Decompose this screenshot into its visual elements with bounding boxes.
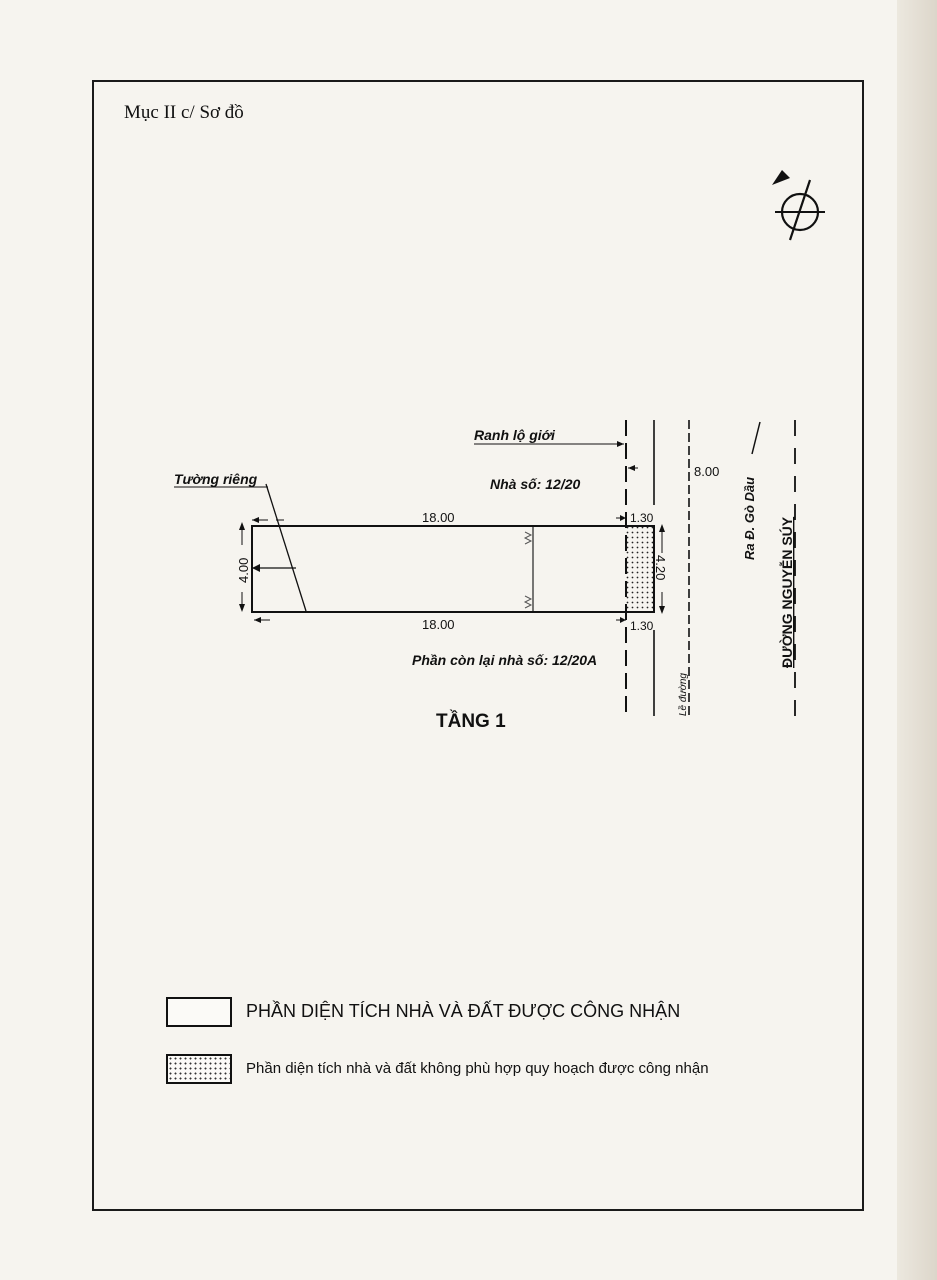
floor-label: TẦNG 1 [436,711,506,732]
dim-length-bottom: 18.00 [422,617,455,632]
dim-width-front: 4.20 [653,555,668,581]
legend-text-recognized: PHẦN DIỆN TÍCH NHÀ VÀ ĐẤT ĐƯỢC CÔNG NHẬN [246,1001,681,1021]
non-conforming-strip [626,527,653,611]
dim-length-top: 18.00 [422,510,455,525]
dim-setback-bottom: 1.30 [630,619,654,633]
dim-width-left: 4.00 [236,557,251,583]
dim-road-width: 8.00 [694,464,720,479]
section-title: Mục II c/ Sơ đồ [124,102,244,123]
lot-outline [252,526,654,612]
label-tuong-rieng: Tường riêng [174,471,258,487]
legend-swatch-non-conforming [166,1054,232,1084]
label-ranh-lo-gioi: Ranh lộ giới [474,427,555,443]
legend-swatch-recognized [166,997,232,1027]
dim-setback-top: 1.30 [630,511,654,525]
legend-text-non-conforming: Phần diện tích nhà và đất không phù hợp quy hoạch được công nhận [246,1060,709,1077]
label-nha-so: Nhà số: 12/20 [490,476,581,492]
label-le-duong: Lề đường [678,673,689,716]
north-arrow-icon [772,170,825,240]
label-phan-con-lai: Phần còn lại nhà số: 12/20A [412,652,598,668]
label-ra-go-dau: Ra Đ. Gò Dầu [742,476,757,560]
label-street-name: ĐƯỜNG NGUYỄN SÚY [779,516,795,668]
